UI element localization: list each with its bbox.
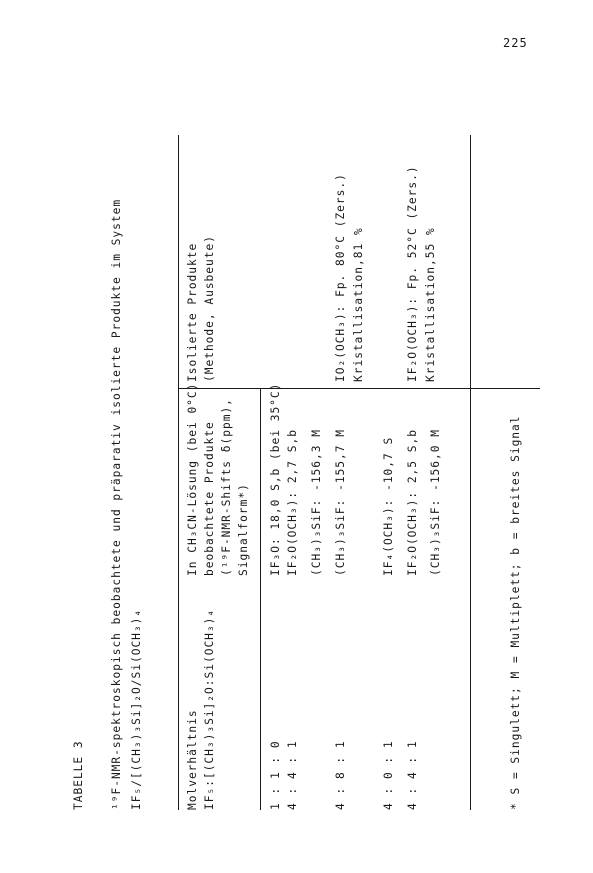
caption-line-2: IF₅/[(CH₃)₃Si]₂O/Si(OCH₃)₄: [130, 608, 143, 810]
row5-observed-2: (CH₃)₃SiF: -156,0 M: [429, 429, 442, 576]
header-isolated-2: (Methode, Ausbeute): [203, 235, 216, 382]
header-observed-3: (¹⁹F-NMR-Shifts δ(ppm),: [220, 398, 233, 576]
row2-ratio: 4 : 4 : 1: [286, 740, 299, 810]
header-observed-4: Signalform*): [237, 483, 250, 576]
row4-ratio: 4 : 0 : 1: [382, 740, 395, 810]
header-molverhaeltnis: Molverhältnis: [186, 709, 199, 810]
header-isolated-1: Isolierte Produkte: [186, 242, 199, 382]
row4-observed: IF₄(OCH₃): -10,7 S: [382, 436, 395, 576]
row3-observed: (CH₃)₃SiF: -155,7 M: [334, 429, 347, 576]
row3-ratio: 4 : 8 : 1: [334, 740, 347, 810]
header-observed-1: In CH₃CN-Lösung (bei 0°C): [186, 382, 199, 576]
row3-isolated-2: Kristallisation,81 %: [352, 227, 365, 382]
table-bottom-rule: [470, 135, 471, 810]
page-number: 225: [503, 36, 528, 50]
row5-ratio: 4 : 4 : 1: [406, 740, 419, 810]
row1-observed: IF₃O: 18,0 S,b (bei 35°C): [269, 382, 282, 576]
rotated-table-block: [70, 30, 550, 810]
footnote: * S = Singulett; M = Multiplett; b = breites Signal: [509, 415, 522, 810]
header-ratio-formula: IF₅:[(CH₃)₃Si]₂O:Si(OCH₃)₄: [203, 608, 216, 810]
row2-observed-1: IF₂O(OCH₃): 2,7 S,b: [286, 429, 299, 576]
row5-isolated-1: IF₂O(OCH₃): Fp. 52°C (Zers.): [406, 165, 419, 382]
row1-ratio: 1 : 1 : 0: [269, 740, 282, 810]
table-label: TABELLE 3: [72, 740, 85, 810]
table-top-rule: [178, 135, 179, 810]
caption-line-1: ¹⁹F-NMR-spektroskopisch beobachtete und präparativ isolierte Produkte im System: [110, 198, 123, 810]
row3-isolated-1: IO₂(OCH₃): Fp. 80°C (Zers.): [334, 173, 347, 382]
row2-observed-2: (CH₃)₃SiF: -156,3 M: [310, 429, 323, 576]
row5-isolated-2: Kristallisation,55 %: [424, 227, 437, 382]
header-observed-2: beobachtete Produkte: [203, 421, 216, 576]
table-column-divider: [178, 388, 540, 389]
header-rule: [260, 389, 261, 810]
row5-observed-1: IF₂O(OCH₃): 2,5 S,b: [406, 429, 419, 576]
